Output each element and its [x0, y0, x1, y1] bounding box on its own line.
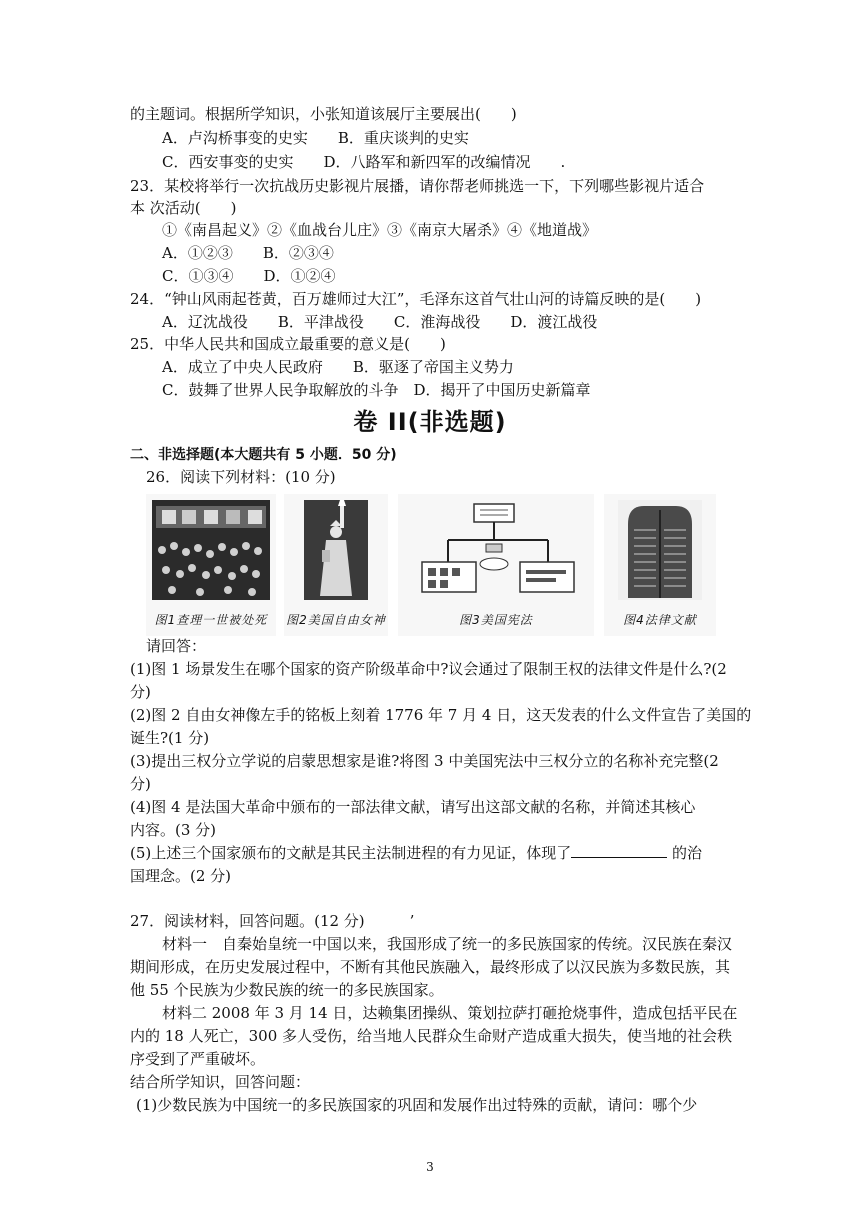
q24-stem: 24．“钟山风雨起苍黄，百万雄师过大江”，毛泽东这首气壮山河的诗篇反映的是( ) — [130, 290, 702, 308]
q23-films: ①《南昌起义》②《血战台儿庄》③《南京大屠杀》④《地道战》 — [162, 221, 598, 239]
q23-stem-cont: 本 次活动( ) — [130, 199, 237, 217]
section-title: 卷 II(非选题) — [353, 408, 507, 436]
q26-part5 — [130, 843, 702, 863]
q27-material1: 材料一 自秦始皇统一中国以来，我国形成了统一的多民族国家的传统。汉民族在秦汉 — [162, 935, 733, 953]
q22-stem-tail: 的主题词。根据所学知识，小张知道该展厅主要展出( ) — [130, 105, 517, 123]
crowd-photo-icon — [152, 500, 270, 600]
q24-options: A．辽沈战役 B．平津战役 C．淮海战役 D．渡江战役 — [162, 313, 598, 331]
q22-options-cd: C．西安事变的史实 D．八路军和新四军的改编情况 . — [162, 153, 566, 171]
q26-ask: 请回答： — [146, 637, 207, 655]
q25-options-cd: C．鼓舞了世界人民争取解放的斗争 D．揭开了中国历史新篇章 — [162, 381, 591, 399]
q25-stem: 25．中华人民共和国成立最重要的意义是( ) — [130, 335, 446, 353]
figure-2 — [284, 494, 388, 636]
q26-intro: 26．阅读下列材料：(10 分) — [146, 468, 336, 486]
figure-3-caption: 图3美国宪法 — [459, 613, 533, 627]
q26-part5-cont: 国理念。(2 分) — [130, 867, 232, 885]
q23-stem: 23．某校将举行一次抗战历史影视片展播，请你帮老师挑选一下，下列哪些影视片适合 — [130, 177, 705, 195]
q26-part3: (3)提出三权分立学说的启蒙思想家是谁?将图 3 中美国宪法中三权分立的名称补充完整(2 — [130, 752, 719, 770]
figure-4 — [604, 494, 716, 636]
q23-options-ab: A．①②③ B．②③④ — [162, 244, 334, 262]
figure-4-caption: 图4法律文献 — [623, 613, 697, 627]
q23-options-cd: C．①③④ D．①②④ — [162, 267, 336, 285]
q27-part1: (1)少数民族为中国统一的多民族国家的巩固和发展作出过特殊的贡献，请问：哪个少 — [136, 1096, 698, 1114]
statue-of-liberty-icon — [304, 500, 368, 600]
figure-3 — [398, 494, 594, 636]
q26-part1: (1)图 1 场景发生在哪个国家的资产阶级革命中?议会通过了限制王权的法律文件是什么?(2 — [130, 660, 727, 678]
constitution-diagram-icon — [408, 500, 584, 600]
q27-material2-end: 序受到了严重破坏。 — [130, 1050, 266, 1068]
q26-part4-cont: 内容。(3 分) — [130, 821, 217, 839]
figure-1-caption: 图1查理一世被处死 — [154, 613, 268, 627]
q27-material1-cont: 期间形成，在历史发展过程中，不断有其他民族融入，最终形成了以汉民族为多数民族，其 — [130, 958, 731, 976]
q27-material1-end: 他 55 个民族为少数民族的统一的多民族国家。 — [130, 981, 444, 999]
figure-2-caption: 图2美国自由女神 — [286, 613, 386, 627]
q27-material2: 材料二 2008 年 3 月 14 日，达赖集团操纵、策划拉萨打砸抢烧事件，造成包括平民在 — [162, 1004, 738, 1022]
q26-part2-cont: 诞生?(1 分) — [130, 729, 210, 747]
q26-part4: (4)图 4 是法国大革命中颁布的一部法律文献，请写出这部文献的名称，并简述其核心 — [130, 798, 696, 816]
figure-1 — [146, 494, 276, 636]
q27-material2-cont: 内的 18 人死亡，300 多人受伤，给当地人民群众生命财产造成重大损失，使当地的社会秩 — [130, 1027, 733, 1045]
q22-options-ab: A．卢沟桥事变的史实 B．重庆谈判的史实 — [162, 129, 469, 147]
q26-part5-text-after: 的治 — [667, 844, 703, 862]
q26-part3-cont: 分) — [130, 775, 151, 793]
q26-part2: (2)图 2 自由女神像左手的铭板上刻着 1776 年 7 月 4 日，这天发表的什么文件宣告了美国的 — [130, 706, 752, 724]
q26-part5-text: (5)上述三个国家颁布的文献是其民主法制进程的有力见证，体现了 — [130, 844, 572, 862]
q26-part1-cont: 分) — [130, 683, 151, 701]
page-number: 3 — [426, 1160, 434, 1174]
q25-options-ab: A．成立了中央人民政府 B．驱逐了帝国主义势力 — [162, 358, 514, 376]
law-tablet-icon — [618, 500, 702, 600]
q27-combine: 结合所学知识，回答问题： — [130, 1073, 311, 1091]
answer-blank[interactable] — [571, 843, 667, 858]
section-header: 二、非选择题(本大题共有 5 小题．50 分) — [130, 447, 397, 463]
q27-intro: 27．阅读材料，回答问题。(12 分) ’ — [130, 912, 415, 930]
